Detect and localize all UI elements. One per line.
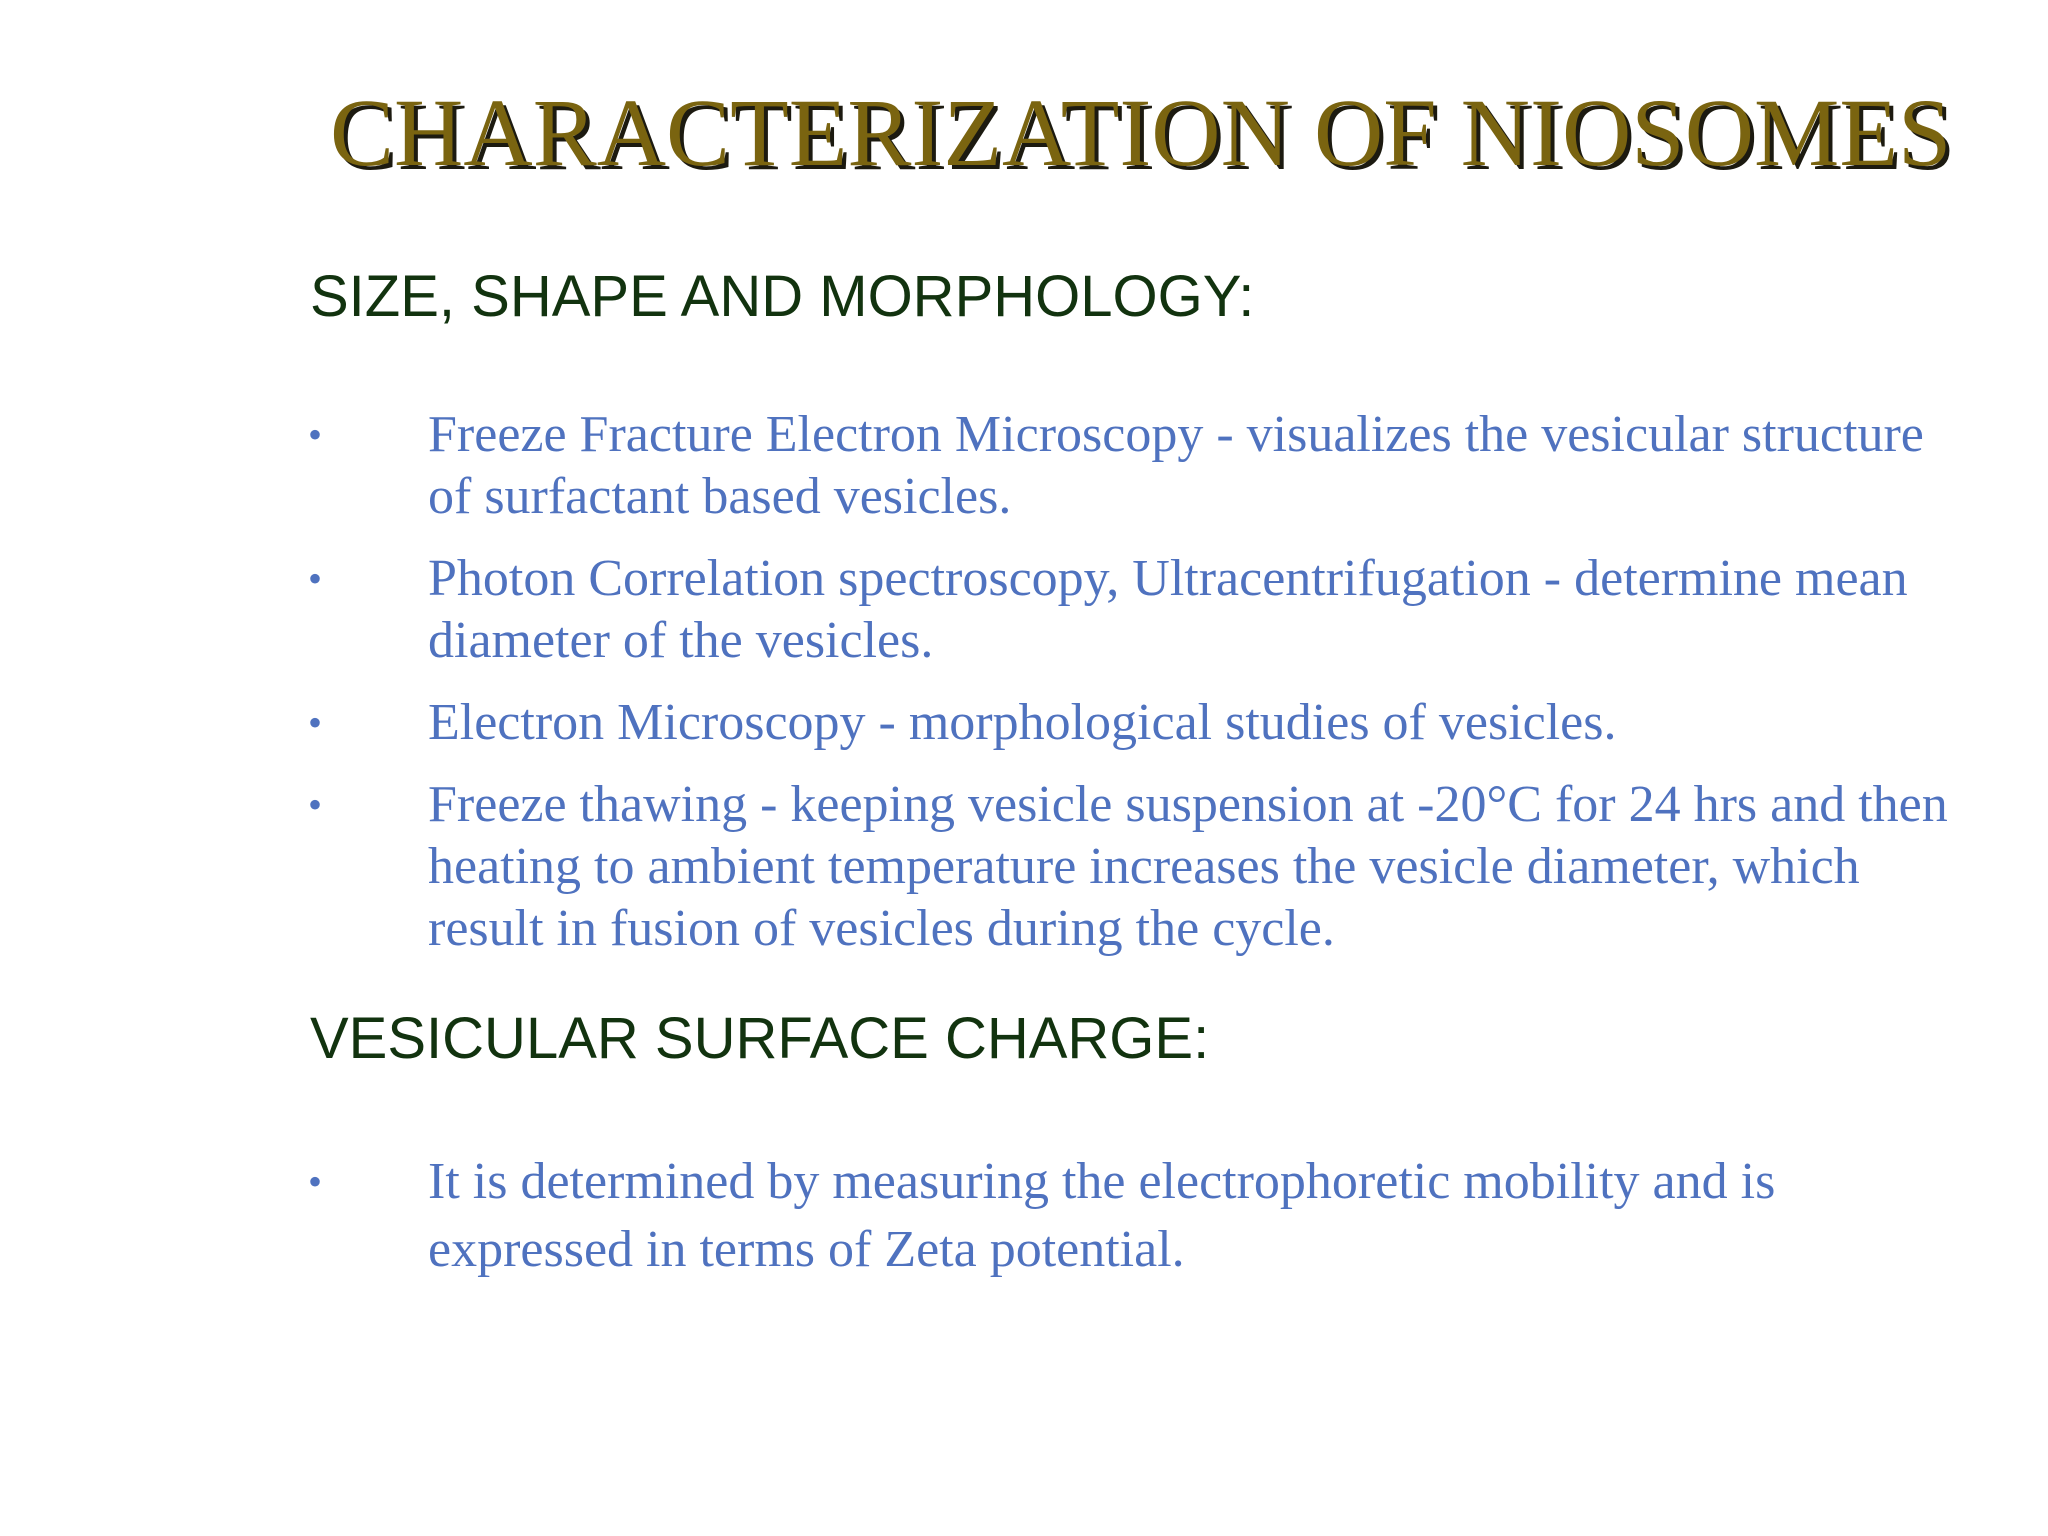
list-item (300, 404, 1980, 528)
list-item (300, 774, 1980, 960)
section-heading-size-shape-morphology: SIZE, SHAPE AND MORPHOLOGY: (310, 264, 1255, 329)
list-item-text: Electron Microscopy - morphological studies of vesicles. (428, 694, 1617, 751)
bullet-icon: • (308, 782, 323, 827)
bullet-list-vesicular-surface-charge (300, 1148, 1980, 1304)
list-item (300, 1148, 1980, 1284)
bullet-list-size-shape-morphology (300, 404, 1980, 980)
list-item-text: It is determined by measuring the electrophoretic mobility and is expressed in terms of Zeta potential. (428, 1153, 1776, 1278)
section-heading-vesicular-surface-charge: VESICULAR SURFACE CHARGE: (310, 1006, 1210, 1071)
bullet-icon: • (308, 556, 323, 601)
bullet-icon: • (308, 700, 323, 745)
list-item (300, 692, 1980, 754)
bullet-icon: • (308, 1159, 323, 1204)
bullet-icon: • (308, 412, 323, 457)
list-item-text: Freeze thawing - keeping vesicle suspension at -20°C for 24 hrs and then heating to ambient temperature increases the vesicle diameter, which result in fusion of vesicles during the cycle. (428, 776, 1948, 957)
slide-title: CHARACTERIZATION OF NIOSOMES (330, 79, 1952, 186)
list-item-text: Photon Correlation spectroscopy, Ultracentrifugation - determine mean diameter of the vesicles. (428, 550, 1908, 669)
list-item (300, 548, 1980, 672)
list-item-text: Freeze Fracture Electron Microscopy - visualizes the vesicular structure of surfactant based vesicles. (428, 406, 1924, 525)
